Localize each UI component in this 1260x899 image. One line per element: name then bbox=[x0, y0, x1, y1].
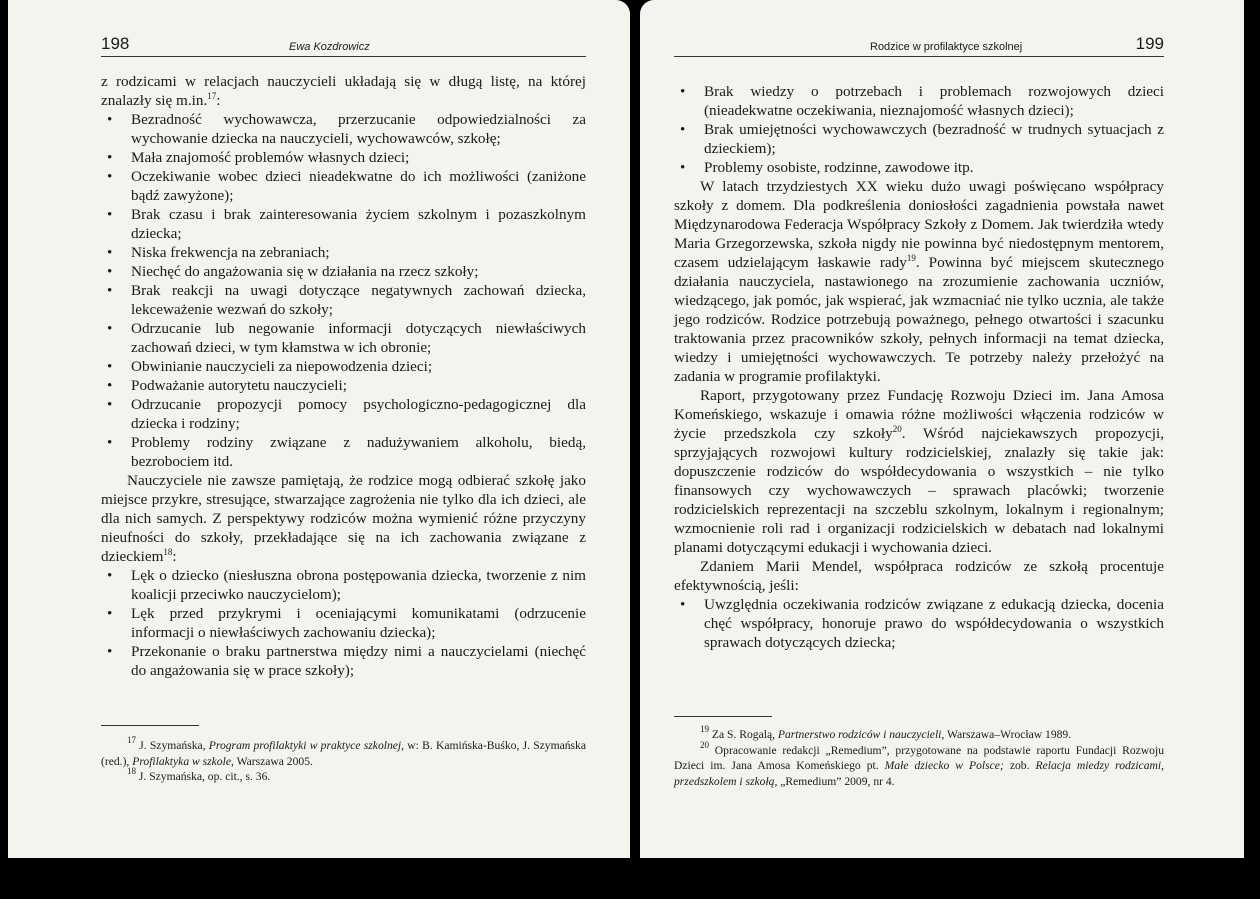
page-number: 199 bbox=[1135, 34, 1164, 53]
right-page bbox=[640, 0, 1244, 858]
list-item: • Oczekiwanie wobec dzieci nieadekwatne do ich możliwości (zaniżone bądź zawyżone); bbox=[101, 167, 586, 205]
footnote-19: $^{19}$ Za S. Rogalą, Partnerstwo rodziców i nauczycieli, Warszawa–Wrocław 1989. bbox=[700, 724, 1072, 741]
right-footnotes bbox=[674, 724, 1164, 789]
list-item: • Lęk przed przykrymi i oceniającymi komunikatami (odrzucenie informacji o niewłaściwych zachowaniu dziecka); bbox=[101, 604, 586, 642]
right-body bbox=[674, 82, 1164, 652]
list-item: • Przekonanie o braku partnerstwa między nimi a nauczycielami (niechęć do angażowania się w prace szkoły); bbox=[101, 642, 586, 680]
footnote-18: $^{18}$ J. Szymańska, op. cit., s. 36. bbox=[127, 766, 271, 783]
list-conditions bbox=[674, 595, 1164, 652]
list-item: • Podważanie autorytetu nauczycieli; bbox=[101, 376, 586, 395]
footnote-ref: 17 bbox=[207, 91, 217, 101]
list-item: • Lęk o dziecko (niesłuszna obrona postępowania dziecka, tworzenie z nim koalicji przeciwko nauczycielom); bbox=[101, 566, 586, 604]
list-item: • Odrzucanie propozycji pomocy psychologiczno-pedagogicznej dla dziecka i rodziny; bbox=[101, 395, 586, 433]
list-item: • Odrzucanie lub negowanie informacji dotyczących niewłaściwych zachowań dzieci, w tym kłamstwa w ich obronie; bbox=[101, 319, 586, 357]
list-continued bbox=[674, 82, 1164, 177]
list-item: • Brak wiedzy o potrzebach i problemach rozwojowych dzieci (nieadekwatne oczekiwania, nieznajomość własnych dzieci); bbox=[674, 82, 1164, 120]
list-item: • Brak reakcji na uwagi dotyczące negatywnych zachowań dziecka, lekceważenie wezwań do szkoły; bbox=[101, 281, 586, 319]
footnote-ref: 20 bbox=[892, 424, 902, 434]
list-item: • Obwinianie nauczycieli za niepowodzenia dzieci; bbox=[101, 357, 586, 376]
footnote-17: $^{17}$ J. Szymańska, Program profilaktyki w praktyce szkolnej, w: B. Kamińska-Buśko, J. Szymańska (red.), Profilaktyka w szkole, Warszawa 2005. bbox=[101, 735, 587, 768]
list-item: • Niechęć do angażowania się w działania na rzecz szkoły; bbox=[101, 262, 586, 281]
left-page bbox=[8, 0, 630, 858]
left-running-head bbox=[101, 34, 586, 57]
list-item: • Brak czasu i brak zainteresowania życiem szkolnym i pozaszkolnym dziecka; bbox=[101, 205, 586, 243]
right-running-head bbox=[674, 34, 1164, 57]
list-item: • Brak umiejętności wychowawczych (bezradność w trudnych sytuacjach z dzieckiem); bbox=[674, 120, 1164, 158]
list-item: • Problemy rodziny związane z nadużywaniem alkoholu, biedą, bezrobociem itd. bbox=[101, 433, 586, 471]
footnote-ref: 19 bbox=[906, 253, 916, 263]
list-item: • Mała znajomość problemów własnych dzieci; bbox=[101, 148, 586, 167]
footnote-ref: 18 bbox=[163, 547, 173, 557]
list-parent-distrust bbox=[101, 566, 586, 680]
paragraph: Raport, przygotowany przez Fundację Rozwoju Dzieci im. Jana Amosa Komeńskiego, wskazuje i omawia różne możliwości włączenia rodziców w życie przedszkola czy szkoły$^{20}$. Wśród najciekawszych propozycji, sprzyjających rozwojowi kultury rodzicielskiej, znalazły się takie jak: dopuszczenie rodziców do współdecydowania o wszystkich – nie tylko finansowych czy wychowawczych – sprawach placówki; tworzenie rodzicielskich reprezentacji na szczeblu szkolnym, lokalnym i regionalnym; wzmocnienie roli rad i organizacji rodzicielskich w debatach nad lokalnymi planami dotyczącymi edukacji i wychowania dzieci. bbox=[674, 387, 1164, 556]
page-number: 198 bbox=[101, 34, 130, 53]
list-item: • Problemy osobiste, rodzinne, zawodowe itp. bbox=[674, 158, 1164, 177]
paragraph: Zdaniem Marii Mendel, współpraca rodziców ze szkołą procentuje efektywnością, jeśli: bbox=[674, 558, 1164, 594]
footnote-rule bbox=[101, 725, 199, 726]
list-item: • Niska frekwencja na zebraniach; bbox=[101, 243, 586, 262]
list-item: • Uwzględnia oczekiwania rodziców związane z edukacją dziecka, docenia chęć współpracy, honoruje prawo do współdecydowania o wszystkich sprawach dotyczących dziecka; bbox=[674, 595, 1164, 652]
book-gutter bbox=[630, 0, 640, 899]
list-item: • Bezradność wychowawcza, przerzucanie odpowiedzialności za wychowanie dziecka na nauczycieli, wychowawców, szkołę; bbox=[101, 110, 586, 148]
paragraph: Nauczyciele nie zawsze pamiętają, że rodzice mogą odbierać szkołę jako miejsce przykre, stresujące, stwarzające zagrożenia nie tylko dla ich dzieci, ale dla nich samych. Z perspektywy rodziców można wymienić różne przyczyny nieufności do szkoły, przekładające się na ich zachowania związane z dzieckiem$^{18}$: bbox=[101, 472, 586, 565]
running-head-title: Rodzice w profilaktyce szkolnej bbox=[870, 41, 1023, 53]
intro-paragraph: z rodzicami w relacjach nauczycieli układają się w długą listę, na której znalazły się m.in.$^{17}$: bbox=[101, 73, 586, 109]
list-teacher-complaints bbox=[101, 110, 586, 471]
footnote-20: $^{20}$ Opracowanie redakcji „Remedium”, przygotowane na podstawie raportu Fundacji Rozwoju Dzieci im. Jana Amosa Komeńskiego pt. Małe dziecko w Polsce; zob. Relacja miedzy rodzicami, przedszkolem i szkołą, „Remedium” 2009, nr 4. bbox=[674, 739, 1164, 788]
running-head-author: Ewa Kozdrowicz bbox=[289, 41, 370, 53]
footnote-rule bbox=[674, 716, 772, 717]
left-footnotes bbox=[101, 735, 587, 785]
paragraph: W latach trzydziestych XX wieku dużo uwagi poświęcano współpracy szkoły z domem. Dla podkreślenia doniosłości zagadnienia powstała nawet Międzynarodowa Federacja Współpracy Szkoły z Domem. Jak twierdziła wtedy Maria Grzegorzewska, szkoła nigdy nie powinna być niedostępnym mentorem, czasem udzielającym łaskawie rady$^{19}$. Powinna być miejscem skutecznego działania nauczyciela, nastawionego na zrozumienie zachowania uczniów, wiedzącego, jak pomóc, jak wspierać, jak wzmacniać nie tylko ucznia, ale także jego rodziców. Rodzice potrzebują poważnego, pełnego otwartości i szacunku traktowania przez pracowników szkoły, pełnych informacji na temat dziecka, wiedzy i umiejętności wychowawczych. Te potrzeby należy przełożyć na zadania w programie profilaktyki. bbox=[674, 178, 1165, 385]
left-body bbox=[101, 72, 586, 680]
